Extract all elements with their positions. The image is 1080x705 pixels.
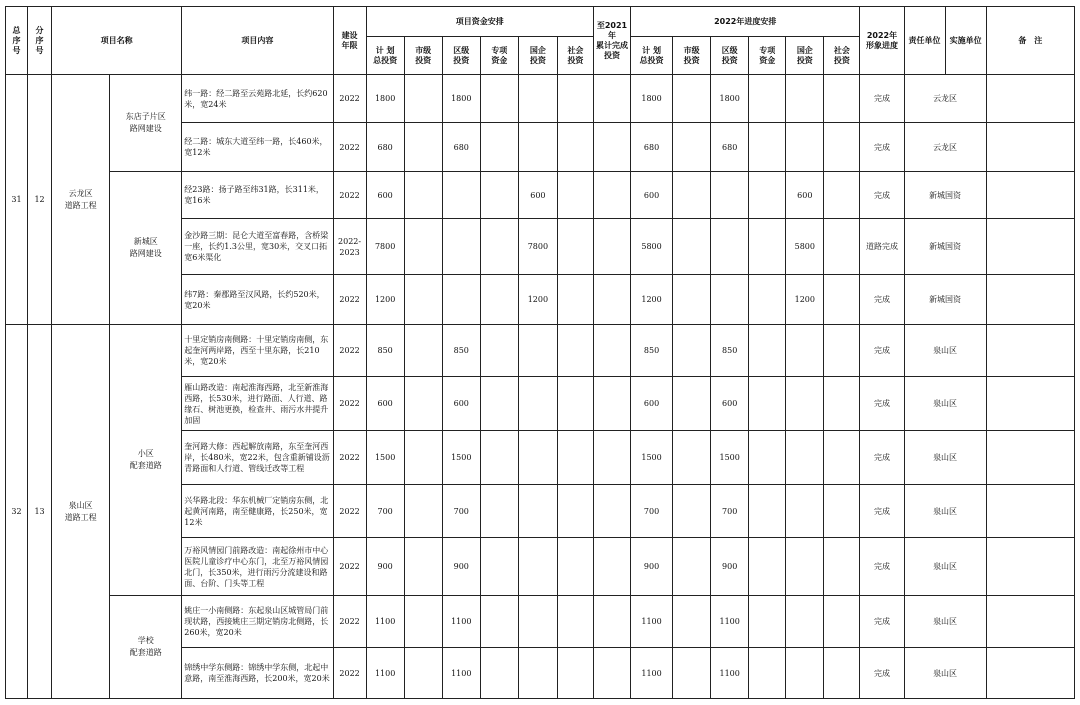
header-fund-district: 区级 投资 [442,37,480,75]
plan-city-cell [673,377,711,431]
plan-soe-cell [786,648,824,699]
project-name-cell: 泉山区 道路工程 [52,325,110,699]
remark-cell [986,431,1074,485]
unit-cell: 新城国资 [904,275,986,325]
plan-special-cell [749,325,786,377]
fund-soe-cell: 600 [518,172,557,219]
remark-cell [986,325,1074,377]
fund-city-cell [404,538,442,596]
plan-special-cell [749,377,786,431]
remark-cell [986,75,1074,123]
fund-total-cell: 600 [366,172,404,219]
fund-special-cell [480,377,518,431]
header-resp-unit: 责任单位 [904,7,945,75]
header-cumulative: 至2021年 累计完成 投资 [593,7,630,75]
build-years-cell: 2022 [333,377,366,431]
project-content-cell: 姚庄一小南侧路：东起泉山区城管局门前现状路，西接姚庄三期定销房北侧路，长260米，宽20米 [182,596,333,648]
plan-soe-cell: 600 [786,172,824,219]
build-years-cell: 2022- 2023 [333,219,366,275]
fund-city-cell [404,596,442,648]
build-years-cell: 2022 [333,538,366,596]
table-row [6,172,1075,219]
header-plan-social: 社会 投资 [824,37,860,75]
fund-special-cell [480,485,518,538]
plan-soe-cell: 5800 [786,219,824,275]
plan-city-cell [673,172,711,219]
plan-total-cell: 1800 [631,75,673,123]
fund-district-cell [442,219,480,275]
sub-seq-cell: 13 [28,325,52,699]
header-fund-special: 专项 资金 [480,37,518,75]
plan-district-cell: 680 [711,123,749,172]
plan-total-cell: 1500 [631,431,673,485]
header-build-years: 建设 年限 [333,7,366,75]
plan-social-cell [824,431,860,485]
build-years-cell: 2022 [333,325,366,377]
sub-project-name-cell: 小区 配套道路 [110,325,182,596]
cumulative-cell [593,538,630,596]
plan-special-cell [749,648,786,699]
header-progress: 2022年 形象进度 [860,7,904,75]
plan-soe-cell [786,377,824,431]
header-impl-unit: 实施单位 [945,7,986,75]
unit-cell: 泉山区 [904,431,986,485]
plan-special-cell [749,431,786,485]
plan-total-cell: 900 [631,538,673,596]
project-content-cell: 金沙路三期：昆仑大道至富春路，含桥梁一座，长约1.3公里，宽30米，交叉口拓宽6米渠化 [182,219,333,275]
plan-city-cell [673,431,711,485]
project-content-cell: 纬7路：秦郡路至汉风路，长约520米，宽20米 [182,275,333,325]
fund-social-cell [557,325,593,377]
plan-social-cell [824,172,860,219]
fund-city-cell [404,172,442,219]
plan-soe-cell [786,596,824,648]
fund-total-cell: 1500 [366,431,404,485]
fund-city-cell [404,219,442,275]
cumulative-cell [593,596,630,648]
plan-soe-cell [786,325,824,377]
project-content-cell: 雁山路改造：南起淮海西路，北至新淮海西路，长530米，进行路面、人行道、路缘石、树池更换，检查井、雨污水井提升加固 [182,377,333,431]
fund-special-cell [480,123,518,172]
plan-special-cell [749,275,786,325]
fund-soe-cell: 1200 [518,275,557,325]
remark-cell [986,485,1074,538]
progress-cell: 完成 [860,275,904,325]
plan-district-cell [711,275,749,325]
fund-social-cell [557,485,593,538]
fund-soe-cell [518,123,557,172]
fund-total-cell: 600 [366,377,404,431]
total-seq-cell: 32 [6,325,28,699]
sub-project-name-cell: 东店子片区 路网建设 [110,75,182,172]
fund-special-cell [480,172,518,219]
table-row [6,325,1075,377]
remark-cell [986,172,1074,219]
cumulative-cell [593,648,630,699]
table-row [6,75,1075,123]
progress-cell: 完成 [860,325,904,377]
plan-city-cell [673,648,711,699]
header-row-1 [6,7,1075,37]
project-content-cell: 奎河路大修：西起解放南路，东至奎河西岸，长480米，宽22米，包含重新铺设沥青路面和人行道、管线迁改等工程 [182,431,333,485]
total-seq-cell: 31 [6,75,28,325]
cumulative-cell [593,275,630,325]
fund-special-cell [480,596,518,648]
fund-city-cell [404,325,442,377]
plan-total-cell: 1100 [631,596,673,648]
remark-cell [986,377,1074,431]
remark-cell [986,275,1074,325]
unit-cell: 泉山区 [904,596,986,648]
fund-social-cell [557,219,593,275]
plan-social-cell [824,648,860,699]
sub-seq-cell: 12 [28,75,52,325]
project-content-cell: 万裕风情园门前路改造：南起徐州市中心医院儿童诊疗中心东门，北至万裕风情园北门，长350米，进行雨污分流建设和路面、台阶、门头等工程 [182,538,333,596]
plan-district-cell: 850 [711,325,749,377]
cumulative-cell [593,325,630,377]
fund-total-cell: 680 [366,123,404,172]
fund-total-cell: 7800 [366,219,404,275]
cumulative-cell [593,431,630,485]
header-fund-total: 计 划 总投资 [366,37,404,75]
fund-social-cell [557,431,593,485]
fund-special-cell [480,275,518,325]
fund-soe-cell [518,648,557,699]
plan-social-cell [824,596,860,648]
build-years-cell: 2022 [333,123,366,172]
build-years-cell: 2022 [333,648,366,699]
plan-total-cell: 1200 [631,275,673,325]
plan-total-cell: 600 [631,172,673,219]
investment-table-sheet [5,6,1075,699]
project-content-cell: 锦绣中学东侧路：锦绣中学东侧，北起中意路，南至淮海西路，长200米，宽20米 [182,648,333,699]
progress-cell: 完成 [860,123,904,172]
fund-district-cell: 850 [442,325,480,377]
project-content-cell: 经二路：城东大道至纬一路，长460米，宽12米 [182,123,333,172]
fund-city-cell [404,75,442,123]
plan-social-cell [824,325,860,377]
fund-city-cell [404,648,442,699]
fund-district-cell [442,172,480,219]
fund-city-cell [404,123,442,172]
header-plan-special: 专项 资金 [749,37,786,75]
fund-city-cell [404,377,442,431]
header-plan-group: 2022年进度安排 [631,7,860,37]
table-body [6,75,1075,699]
plan-total-cell: 1100 [631,648,673,699]
plan-special-cell [749,596,786,648]
fund-soe-cell [518,538,557,596]
plan-city-cell [673,275,711,325]
plan-district-cell: 600 [711,377,749,431]
fund-soe-cell [518,377,557,431]
fund-social-cell [557,275,593,325]
header-plan-total: 计 划 总投资 [631,37,673,75]
unit-cell: 泉山区 [904,648,986,699]
header-fund-social: 社会 投资 [557,37,593,75]
plan-total-cell: 850 [631,325,673,377]
plan-city-cell [673,123,711,172]
fund-soe-cell: 7800 [518,219,557,275]
plan-social-cell [824,123,860,172]
build-years-cell: 2022 [333,172,366,219]
plan-social-cell [824,538,860,596]
fund-social-cell [557,75,593,123]
sub-project-name-cell: 新城区 路网建设 [110,172,182,325]
fund-special-cell [480,219,518,275]
remark-cell [986,123,1074,172]
remark-cell [986,219,1074,275]
plan-soe-cell [786,123,824,172]
fund-special-cell [480,325,518,377]
fund-total-cell: 900 [366,538,404,596]
unit-cell: 新城国资 [904,172,986,219]
fund-soe-cell [518,325,557,377]
fund-social-cell [557,377,593,431]
plan-special-cell [749,123,786,172]
fund-city-cell [404,275,442,325]
fund-special-cell [480,648,518,699]
investment-table [5,6,1075,699]
fund-district-cell: 1100 [442,648,480,699]
fund-special-cell [480,538,518,596]
fund-soe-cell [518,431,557,485]
header-total-seq: 总 序 号 [6,7,28,75]
fund-total-cell: 1800 [366,75,404,123]
unit-cell: 泉山区 [904,485,986,538]
unit-cell: 云龙区 [904,75,986,123]
cumulative-cell [593,219,630,275]
fund-social-cell [557,538,593,596]
progress-cell: 完成 [860,172,904,219]
progress-cell: 完成 [860,596,904,648]
plan-city-cell [673,596,711,648]
fund-total-cell: 700 [366,485,404,538]
header-plan-city: 市级 投资 [673,37,711,75]
plan-district-cell: 1500 [711,431,749,485]
project-content-cell: 纬一路：经二路至云苑路北延，长约620米，宽24米 [182,75,333,123]
build-years-cell: 2022 [333,596,366,648]
header-project-content: 项目内容 [182,7,333,75]
plan-social-cell [824,219,860,275]
cumulative-cell [593,377,630,431]
table-row [6,596,1075,648]
remark-cell [986,596,1074,648]
build-years-cell: 2022 [333,485,366,538]
progress-cell: 完成 [860,485,904,538]
plan-district-cell: 900 [711,538,749,596]
plan-special-cell [749,172,786,219]
plan-special-cell [749,485,786,538]
plan-special-cell [749,538,786,596]
plan-social-cell [824,275,860,325]
plan-special-cell [749,75,786,123]
fund-social-cell [557,648,593,699]
plan-district-cell: 700 [711,485,749,538]
cumulative-cell [593,123,630,172]
project-name-cell: 云龙区 道路工程 [52,75,110,325]
build-years-cell: 2022 [333,75,366,123]
plan-soe-cell [786,431,824,485]
progress-cell: 完成 [860,377,904,431]
header-fund-soe: 国企 投资 [518,37,557,75]
fund-soe-cell [518,75,557,123]
unit-cell: 云龙区 [904,123,986,172]
build-years-cell: 2022 [333,275,366,325]
plan-city-cell [673,325,711,377]
fund-social-cell [557,172,593,219]
plan-city-cell [673,75,711,123]
unit-cell: 泉山区 [904,377,986,431]
header-sub-seq: 分 序 号 [28,7,52,75]
fund-total-cell: 1200 [366,275,404,325]
header-fund-city: 市级 投资 [404,37,442,75]
fund-district-cell [442,275,480,325]
progress-cell: 完成 [860,75,904,123]
cumulative-cell [593,75,630,123]
fund-city-cell [404,485,442,538]
progress-cell: 完成 [860,648,904,699]
fund-soe-cell [518,596,557,648]
cumulative-cell [593,485,630,538]
plan-total-cell: 600 [631,377,673,431]
fund-soe-cell [518,485,557,538]
progress-cell: 完成 [860,431,904,485]
header-fund-group: 项目资金安排 [366,7,593,37]
plan-soe-cell [786,75,824,123]
cumulative-cell [593,172,630,219]
header-project-name: 项目名称 [52,7,182,75]
remark-cell [986,538,1074,596]
progress-cell: 道路完成 [860,219,904,275]
fund-district-cell: 1100 [442,596,480,648]
plan-district-cell: 1100 [711,596,749,648]
unit-cell: 泉山区 [904,325,986,377]
plan-total-cell: 5800 [631,219,673,275]
plan-total-cell: 680 [631,123,673,172]
plan-city-cell [673,219,711,275]
plan-district-cell [711,219,749,275]
unit-cell: 泉山区 [904,538,986,596]
fund-total-cell: 1100 [366,596,404,648]
fund-district-cell: 1500 [442,431,480,485]
header-plan-soe: 国企 投资 [786,37,824,75]
progress-cell: 完成 [860,538,904,596]
plan-social-cell [824,75,860,123]
fund-city-cell [404,431,442,485]
unit-cell: 新城国资 [904,219,986,275]
project-content-cell: 十里定销房南侧路：十里定销房南侧，东起奎河两岸路，西至十里东路，长210米，宽20米 [182,325,333,377]
plan-soe-cell [786,485,824,538]
plan-soe-cell [786,538,824,596]
plan-social-cell [824,485,860,538]
fund-special-cell [480,431,518,485]
plan-city-cell [673,485,711,538]
fund-district-cell: 900 [442,538,480,596]
remark-cell [986,648,1074,699]
header-remark: 备 注 [986,7,1074,75]
fund-special-cell [480,75,518,123]
fund-total-cell: 850 [366,325,404,377]
fund-total-cell: 1100 [366,648,404,699]
fund-district-cell: 700 [442,485,480,538]
fund-social-cell [557,596,593,648]
plan-total-cell: 700 [631,485,673,538]
plan-special-cell [749,219,786,275]
project-content-cell: 经23路：扬子路至纬31路，长311米，宽16米 [182,172,333,219]
fund-district-cell: 1800 [442,75,480,123]
plan-social-cell [824,377,860,431]
plan-soe-cell: 1200 [786,275,824,325]
plan-district-cell: 1100 [711,648,749,699]
header-plan-district: 区级 投资 [711,37,749,75]
build-years-cell: 2022 [333,431,366,485]
fund-social-cell [557,123,593,172]
fund-district-cell: 600 [442,377,480,431]
plan-district-cell: 1800 [711,75,749,123]
fund-district-cell: 680 [442,123,480,172]
plan-district-cell [711,172,749,219]
plan-city-cell [673,538,711,596]
sub-project-name-cell: 学校 配套道路 [110,596,182,699]
project-content-cell: 兴华路北段：华东机械厂定销房东侧，北起黄河南路，南至健康路，长250米，宽12米 [182,485,333,538]
